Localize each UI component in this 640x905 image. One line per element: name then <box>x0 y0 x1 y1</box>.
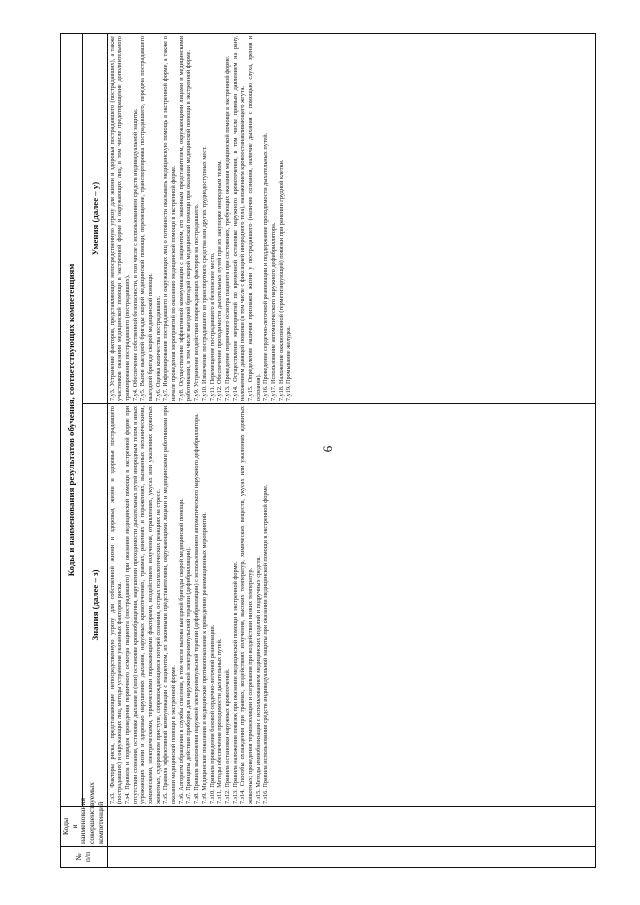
knowledge-item: 7.з9. Медицинские показания и медицинские противопоказания к проведению реанимационных мероприятий. <box>200 512 208 804</box>
skill-item: 7.у10. Извлечение пострадавшего из транспортного средства или других труднодоступных мест. <box>200 146 208 401</box>
knowledge-item: 7.з11. Методы обеспечения проходимости дыхательных путей. <box>216 638 224 804</box>
knowledge-item: 7.з16. Правила использования средств индивидуальной защиты при оказании медицинской помощи в экстренной форме. <box>262 484 270 804</box>
skill-item: 7.у19. Промывание желудка. <box>285 325 293 401</box>
knowledge-item: 7.з13. Правила наложения повязок при оказании медицинской помощи в экстренной форме. <box>231 561 239 804</box>
knowledge-item: 7.з4. Правила и порядок проведения первичного осмотра пациента (пострадавшего) при оказании медицинской помощи в экстренной форме при отсутствии сознания, остановке дыхания и (или) остановке кровообращения, нарушении проходимости дыхательных путей инородным телом и иных угрожающих жизни и здоровью нарушениях дыхания, наружных кровотечениях, травмах, ранениях и поражениях, вызванных механическими, химическими, электрическими, термическими поражающими факторами, воздействием излучения, отравлениях, укусах или ужалениях ядовитых животных, судорожном приступе, сопровождающимся потерей сознания, острых психологических реакциях на стресс. <box>123 406 162 804</box>
knowledge-item: 7.з10. Правила проведения базовой сердечно-легочной реанимации. <box>208 624 216 804</box>
competency-table <box>60 33 596 868</box>
skill-item: 7.у4. Обеспечение собственной безопасности, в том числе с использованием средств индивидуальной защиты. <box>131 108 139 401</box>
header-no: № п/п <box>61 847 108 868</box>
page-number: 6 <box>320 445 335 453</box>
skill-item: 7.у6. Оценка количества пострадавших. <box>154 295 162 401</box>
competency-table-rotated <box>60 34 596 868</box>
knowledge-item: 7.з6. Алгоритм обращения в службы спасения, в том числе вызова выездной бригады скорой медицинской помощи. <box>177 498 185 804</box>
skill-item: 7.у11. Перемещение пострадавшего в безопасное место. <box>208 252 216 401</box>
skill-item: 7.у15. Определение наличия признаков жизни у пострадавшего (наличие сознания, наличие дыхания с помощью слуха, зрения и осязания). <box>246 35 262 401</box>
knowledge-item: 7.з5. Правила эффективной коммуникации с пациентом, их законными представителями, окружающими лицами и медицинскими работниками при оказании медицинской помощи в экстренной форме. <box>162 406 178 804</box>
cell-number <box>107 847 595 868</box>
header-row-1 <box>61 33 83 867</box>
skill-item: 7.у12. Обеспечение проходимости дыхательных путей при их закупорке инородным телом. <box>216 160 224 401</box>
skill-item: 7.у9. Устранение воздействия повреждающих факторов на пострадавшего. <box>193 203 201 401</box>
header-row-2 <box>83 33 108 867</box>
knowledge-item: 7.з12. Правила остановки наружных кровотечений. <box>223 668 231 804</box>
cell-code <box>107 807 595 847</box>
knowledge-item: 7.з15. Методы иммобилизации с использованием медицинских изделий и подручных средств. <box>254 556 262 804</box>
knowledge-item: 7.з7. Принципы действия приборов для наружной электроимпульсной терапии (дефибрилляции). <box>185 547 193 804</box>
header-skills: Умения (далее – у) <box>83 33 108 403</box>
skill-item: 7.у8. Осуществление эффективной коммуникации с пациентом, его законным представителем, окружающими лицами и медицинскими работниками, в том числе выездной бригадой скорой медицинской помощи при оказании медицинской помощи в экстренной форме. <box>177 35 193 401</box>
skill-item: 7.у17. Использование автоматического наружного дефибриллятора. <box>270 222 278 401</box>
skill-item: 7.у5. Вызов выездной бригады скорой медицинской помощи, перемещение, транспортировка пострадавшего, передача пострадавшего выездной бригаде скорой медицинской помощи. <box>139 35 155 401</box>
skill-item: 7.у18. Наложение окклюзионной (герметизирующей) повязки при ранении грудной клетки. <box>277 159 285 401</box>
cell-skills <box>107 33 595 403</box>
header-group: Коды и наименования результатов обучения, соответствующих компетенциям <box>61 33 83 806</box>
skill-item: 7.у7. Информирование пострадавшего и окружающих лиц о готовности оказывать медицинскую помощь в экстренной форме, а также о начале проведения мероприятий по оказанию медицинской помощи в экстренной форме. <box>162 35 178 401</box>
knowledge-item: 7.з8. Правила выполнения наружной электроимпульсной терапии (дефибрилляции) с использованием автоматического наружного дефибриллятора. <box>193 413 201 804</box>
knowledge-item: 7.з14. Способы охлаждения при травмах, воздействиях излучения, высоких температур, химических веществ, укусах или ужалениях ядовитых животных; проведения термоизоляции и согревания при воздействии низких температур. <box>239 406 254 804</box>
skill-item: 7.у3. Устранение факторов, представляющих непосредственную угрозу для жизни и здоровья пострадавшего (пострадавших), а также участников оказания медицинской помощи в экстренной форме и окружающих лиц, в том числе предотвращение дополнительного травмирования пострадавшего (пострадавших). <box>108 35 131 401</box>
cell-knowledge <box>107 404 595 807</box>
skill-item: 7.у13. Проведение первичного осмотра пациента при состояниях, требующих оказания медицинской помощи в экстренной форме. <box>223 55 231 401</box>
skill-item: 7.у16. Проведение сердечно-легочной реанимации и поддержание проходимости дыхательных путей. <box>262 132 270 401</box>
table-row <box>107 33 595 867</box>
header-codes: Коды и наименования совершенствуемых компетенций <box>61 807 108 847</box>
skill-item: 7.у14. Осуществление мероприятий по временной остановке наружного кровотечения, в том числе прямым давлением на рану, наложением давящей повязки (в том числе с фиксацией инородного тела), наложением кровоостанавливающего жгута. <box>231 35 247 401</box>
header-knowledge: Знания (далее – з) <box>83 404 108 807</box>
knowledge-item: 7.з3. Факторы риска, представляющие непосредственную угрозу для собственной жизни и здоровья, жизни и здоровья пострадавшего (пострадавших) и окружающих лиц, методы устранения указанных факторов риска. <box>108 406 124 804</box>
